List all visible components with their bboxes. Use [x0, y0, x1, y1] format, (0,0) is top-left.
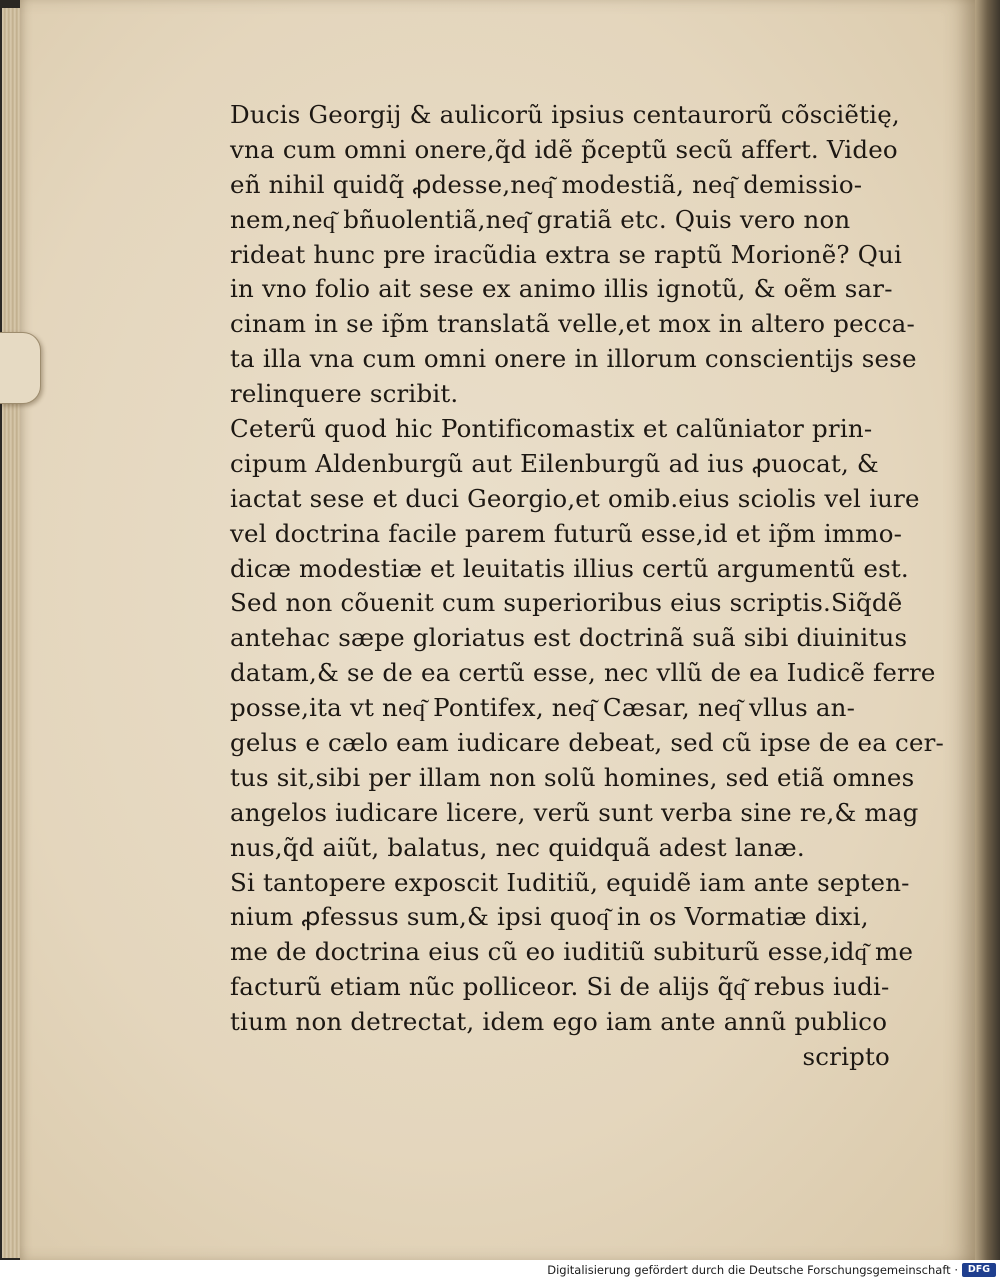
text-line: cipum Aldenburgũ aut Eilenburgũ ad ius ꝓuocat, & [230, 448, 879, 478]
text-line: nem,neq͂ bñuolentiã,neq͂ gratiã etc. Quis vero non [230, 204, 851, 234]
text-line: facturũ etiam nũc polliceor. Si de alijs q̃q͂ rebus iudi- [230, 972, 890, 1002]
text-line: in vno folio ait sese ex animo illis ignotũ, & oẽm sar- [230, 274, 893, 304]
text-line: Si tantopere exposcit Iuditiũ, equidẽ iam ante septen- [230, 867, 910, 897]
catchword: scripto [802, 1042, 890, 1072]
text-line: Sed non cõuenit cum superioribus eius scriptis.Siq̃dẽ [230, 588, 903, 618]
text-line: me de doctrina eius cũ eo iuditiũ subiturũ esse,idq͂ me [230, 937, 914, 967]
text-line: gelus e cælo eam iudicare debeat, sed cũ ipse de ea cer- [230, 728, 945, 758]
text-line: nium ꝓfessus sum,& ipsi quoq͂ in os Vormatiæ dixi, [230, 902, 869, 932]
page-text-block [230, 98, 945, 1075]
text-line: datam,& se de ea certũ esse, nec vllũ de ea Iudicẽ ferre [230, 658, 936, 688]
text-line: angelos iudicare licere, verũ sunt verba sine re,& mag [230, 797, 919, 827]
text-line: antehac sæpe gloriatus est doctrinã suã sibi diuinitus [230, 623, 908, 653]
page-tab-marker [0, 332, 41, 404]
text-line: Ducis Georgij & aulicorũ ipsius centaurorũ cõsciẽtię, [230, 100, 900, 129]
text-line: cinam in se ip̃m translatã velle,et mox in altero pecca- [230, 309, 915, 339]
text-line: relinquere scribit. [230, 379, 459, 409]
text-line: tus sit,sibi per illam non solũ homines, sed etiã omnes [230, 762, 915, 792]
funding-credit: Digitalisierung gefördert durch die Deutsche Forschungsgemeinschaft · [547, 1263, 958, 1277]
digitization-footer [0, 1260, 1000, 1280]
text-line: eñ nihil quidq̃ ꝓdesse,neq͂ modestiã, neq͂ demissio- [230, 169, 863, 199]
book-gutter-shadow [975, 0, 1000, 1260]
text-line: iactat sese et duci Georgio,et omib.eius sciolis vel iure [230, 483, 920, 513]
text-line: nus,q̃d aiũt, balatus, nec quidquã adest lanæ. [230, 832, 805, 862]
text-line: Ceterũ quod hic Pontificomastix et calũniator prin- [230, 414, 873, 444]
text-line: vel doctrina facile parem futurũ esse,id et ip̃m immo- [230, 518, 903, 548]
text-line: vna cum omni onere,q̃d idẽ p̃ceptũ secũ affert. Video [230, 134, 898, 164]
text-line: dicæ modestiæ et leuitatis illius certũ argumentũ est. [230, 553, 909, 583]
text-line: tium non detrectat, idem ego iam ante annũ publico [230, 1007, 888, 1037]
text-line: ta illa vna cum omni onere in illorum conscientijs sese [230, 344, 917, 374]
text-line: posse,ita vt neq͂ Pontifex, neq͂ Cæsar, neq͂ vllus an- [230, 693, 856, 723]
text-line: rideat hunc pre iracũdia extra se raptũ Morionẽ? Qui [230, 239, 903, 269]
dfg-logo-icon: DFG [962, 1263, 996, 1277]
